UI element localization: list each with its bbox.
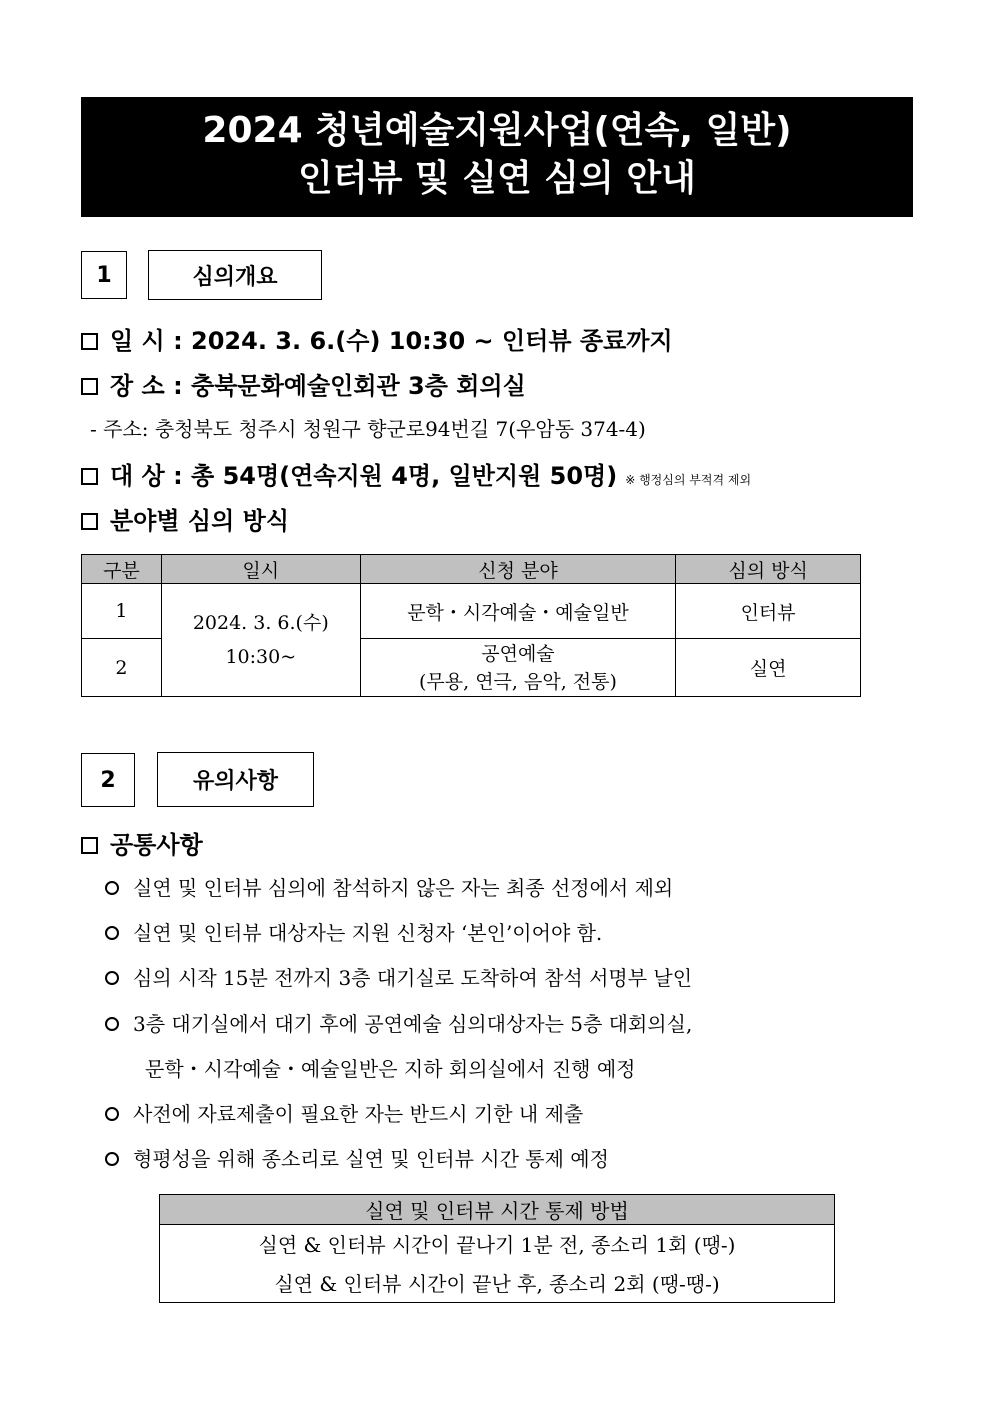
list-item-text: 형평성을 위해 종소리로 실연 및 인터뷰 시간 통제 예정 [133, 1147, 609, 1171]
item-target [81, 456, 751, 491]
table-row [82, 584, 861, 639]
time-control-table [159, 1194, 835, 1303]
checkbox-square-icon [81, 333, 98, 350]
item-date [81, 321, 673, 356]
item-target-note: ※ 행정심의 부적격 제외 [625, 473, 752, 487]
circle-bullet-icon [105, 1152, 119, 1166]
row-date-line-2: 10:30~ [225, 646, 297, 668]
table-header-date: 일시 [161, 555, 360, 584]
table-header-no: 구분 [82, 555, 162, 584]
section-2-title: 유의사항 [157, 752, 314, 807]
section-1-number: 1 [81, 251, 127, 299]
item-method-text: 분야별 심의 방식 [110, 507, 289, 535]
row-field-line-1: 공연예술 [481, 642, 555, 665]
time-table-row: 실연 & 인터뷰 시간이 끝나기 1분 전, 종소리 1회 (땡-) [160, 1225, 835, 1263]
item-address: - 주소: 충청북도 청주시 청원구 향군로94번길 7(우암동 374-4) [90, 417, 646, 441]
title-line-1: 2024 청년예술지원사업(연속, 일반) [202, 110, 792, 151]
title-banner [81, 97, 913, 217]
time-table-header: 실연 및 인터뷰 시간 통제 방법 [160, 1195, 835, 1225]
circle-bullet-icon [105, 1017, 119, 1031]
list-item [105, 1098, 583, 1127]
checkbox-square-icon [81, 513, 98, 530]
item-date-text: 일 시 : 2024. 3. 6.(수) 10:30 ~ 인터뷰 종료까지 [110, 327, 673, 355]
row-date-line-1: 2024. 3. 6.(수) [192, 612, 329, 634]
row-field-line-2: (무용, 연극, 음악, 전통) [419, 670, 617, 693]
item-place [81, 366, 526, 401]
time-table-row: 실연 & 인터뷰 시간이 끝난 후, 종소리 2회 (땡-땡-) [160, 1262, 835, 1303]
circle-bullet-icon [105, 926, 119, 940]
row-field: 문학・시각예술・예술일반 [360, 584, 676, 639]
title-line-2: 인터뷰 및 실연 심의 안내 [298, 158, 696, 199]
list-item [105, 1008, 692, 1037]
list-item [105, 917, 602, 946]
row-no: 2 [82, 639, 162, 697]
table-header-field: 신청 분야 [360, 555, 676, 584]
list-item-text: 실연 및 인터뷰 심의에 참석하지 않은 자는 최종 선정에서 제외 [133, 876, 674, 900]
circle-bullet-icon [105, 1107, 119, 1121]
list-item [105, 872, 673, 901]
row-method: 실연 [676, 639, 861, 697]
list-item-text: 3층 대기실에서 대기 후에 공연예술 심의대상자는 5층 대회의실, [133, 1012, 693, 1036]
checkbox-square-icon [81, 468, 98, 485]
list-item [105, 1143, 609, 1172]
list-item-continuation: 문학・시각예술・예술일반은 지하 회의실에서 진행 예정 [145, 1057, 636, 1081]
item-place-text: 장 소 : 충북문화예술인회관 3층 회의실 [110, 372, 526, 400]
section-1-title: 심의개요 [148, 250, 322, 300]
checkbox-square-icon [81, 378, 98, 395]
table-header-method: 심의 방식 [676, 555, 861, 584]
circle-bullet-icon [105, 881, 119, 895]
circle-bullet-icon [105, 971, 119, 985]
row-method: 인터뷰 [676, 584, 861, 639]
common-heading [81, 825, 203, 860]
row-field [360, 639, 676, 697]
review-method-table [81, 554, 861, 697]
list-item-text: 심의 시작 15분 전까지 3층 대기실로 도착하여 참석 서명부 날인 [133, 966, 693, 990]
common-heading-text: 공통사항 [110, 831, 203, 859]
row-no: 1 [82, 584, 162, 639]
list-item-text: 실연 및 인터뷰 대상자는 지원 신청자 ‘본인’이어야 함. [133, 921, 603, 945]
section-2-number: 2 [81, 753, 135, 807]
item-method [81, 501, 289, 536]
checkbox-square-icon [81, 837, 98, 854]
item-target-text: 대 상 : 총 54명(연속지원 4명, 일반지원 50명) [110, 462, 618, 490]
row-date [161, 584, 360, 697]
list-item-text: 사전에 자료제출이 필요한 자는 반드시 기한 내 제출 [133, 1102, 584, 1126]
list-item [105, 962, 692, 991]
